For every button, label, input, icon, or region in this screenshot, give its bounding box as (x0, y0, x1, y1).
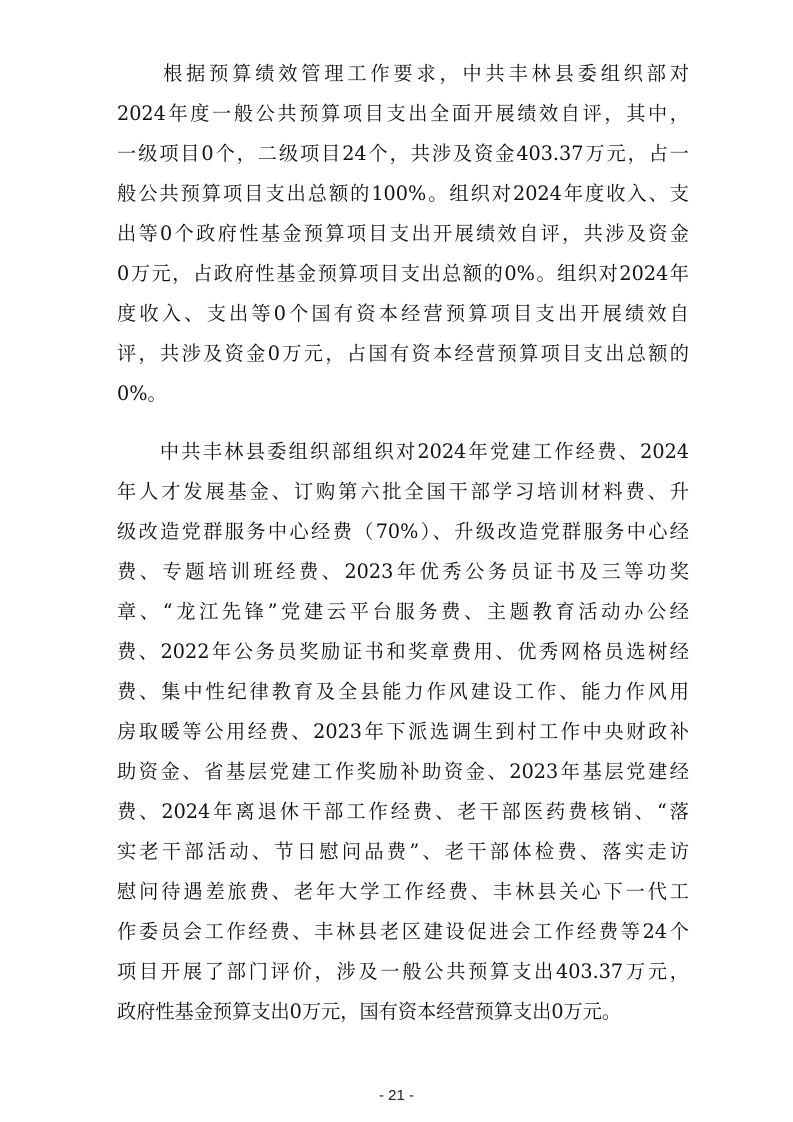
text-line: 般公共预算项目支出总额的100%。组织对2024年度收入、支 (117, 182, 689, 205)
text-line: 项目开展了部门评价，涉及一般公共预算支出403.37万元， (117, 960, 689, 983)
text-line: 房取暖等公用经费、2023年下派选调生到村工作中央财政补 (117, 720, 689, 743)
text-line: 0万元，占政府性基金预算项目支出总额的0%。组织对2024年 (117, 262, 689, 285)
text-line: 出等0个政府性基金预算项目支出开展绩效自评，共涉及资金 (117, 222, 689, 245)
text-line: 费、2022年公务员奖励证书和奖章费用、优秀网格员选树经 (117, 640, 689, 663)
text-line: 作委员会工作经费、丰林县老区建设促进会工作经费等24个 (117, 920, 689, 943)
text-line: 政府性基金预算支出0万元，国有资本经营预算支出0万元。 (117, 1000, 622, 1023)
paragraph-self-evaluation-overview (117, 54, 689, 414)
text-line: 评，共涉及资金0万元，占国有资本经营预算项目支出总额的 (117, 342, 689, 365)
text-line: 助资金、省基层党建工作奖励补助资金、2023年基层党建经 (117, 760, 689, 783)
text-line: 0%。 (117, 382, 167, 405)
text-line: 年人才发展基金、订购第六批全国干部学习培训材料费、升 (117, 480, 689, 503)
text-line: 度收入、支出等0个国有资本经营预算项目支出开展绩效自 (117, 302, 689, 325)
text-line: 慰问待遇差旅费、老年大学工作经费、丰林县关心下一代工 (117, 880, 689, 903)
text-line: 实老干部活动、节日慰问品费”、老干部体检费、落实走访 (117, 840, 689, 863)
text-line: 章、“龙江先锋”党建云平台服务费、主题教育活动办公经 (117, 600, 689, 623)
text-line: 中共丰林县委组织部组织对2024年党建工作经费、2024 (117, 440, 689, 463)
page-number: - 21 - (378, 1087, 414, 1104)
text-line: 费、集中性纪律教育及全县能力作风建设工作、能力作风用 (117, 680, 689, 703)
text-line: 2024年度一般公共预算项目支出全面开展绩效自评，其中， (117, 102, 689, 125)
paragraph-department-evaluation (117, 432, 689, 1032)
text-line: 级改造党群服务中心经费（70%）、升级改造党群服务中心经 (117, 520, 689, 543)
text-line: 费、专题培训班经费、2023年优秀公务员证书及三等功奖 (117, 560, 689, 583)
text-line: 根据预算绩效管理工作要求，中共丰林县委组织部对 (117, 62, 689, 85)
text-line: 一级项目0个，二级项目24个，共涉及资金403.37万元，占一 (117, 142, 689, 165)
text-line: 费、2024年离退休干部工作经费、老干部医药费核销、“落 (117, 800, 689, 823)
